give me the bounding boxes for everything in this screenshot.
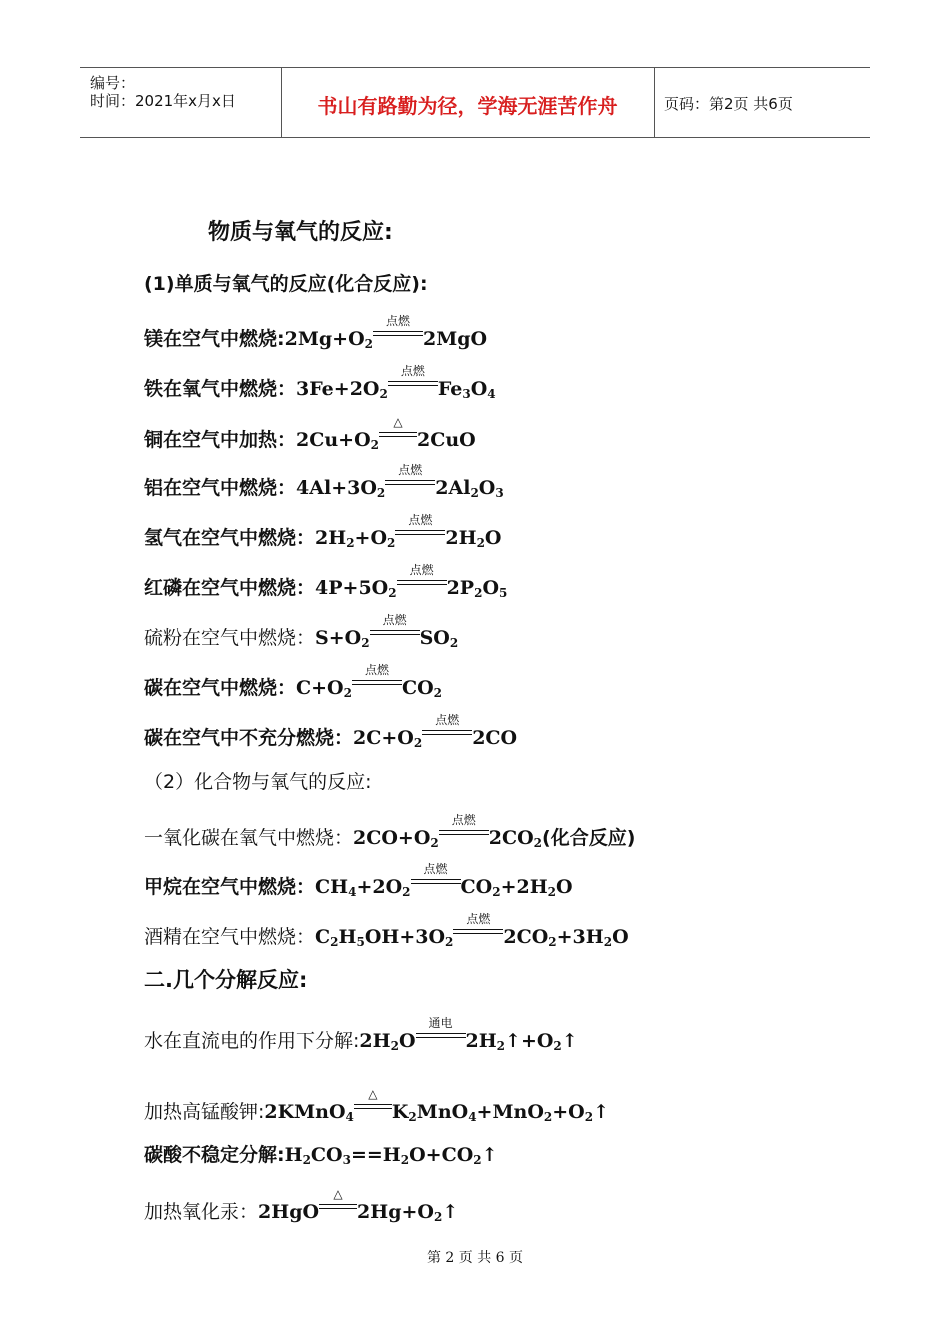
reaction-name: 碳在空气中不充分燃烧： (144, 727, 354, 749)
reaction-condition: 点燃 (373, 327, 423, 351)
header-motto: 书山有路勤为径，学海无涯苦作舟 (317, 94, 618, 118)
reaction-condition: 点燃 (370, 626, 420, 650)
reaction-name: 氢气在空气中燃烧： (144, 527, 316, 549)
reaction-condition: △ (354, 1100, 392, 1124)
reaction-name: 水在直流电的作用下分解: (144, 1030, 360, 1052)
page-footer: 第 2 页 共 6 页 (426, 1250, 524, 1266)
reaction-name: 铜在空气中加热： (144, 429, 297, 451)
document-date-label: 时间：2021年x月x日 (90, 92, 236, 110)
reaction-condition: 点燃 (352, 676, 402, 700)
reaction-name: 镁在空气中燃烧: (144, 328, 285, 350)
reaction-condition: 点燃 (439, 826, 489, 850)
reaction-water-electrolysis: 水在直流电的作用下分解$:2H_2O$ 通电 $2H_2↑+O_2↑$ (144, 1016, 578, 1053)
reaction-carbon: 碳在空气中燃烧：$C+O_2$ 点燃 $CO_2$ (144, 663, 443, 700)
document-header (80, 67, 870, 138)
header-right-cell (654, 68, 870, 137)
reaction-name: 硫粉在空气中燃烧： (144, 627, 316, 649)
reaction-name: 碳在空气中燃烧： (144, 677, 297, 699)
reaction-phosphorus: 红磷在空气中燃烧：$4P+5O_2$ 点燃 $2P_2O_5$ (144, 563, 508, 600)
reaction-note: (化合反应) (542, 827, 636, 849)
reaction-name: 一氧化碳在氧气中燃烧： (144, 827, 354, 849)
section-heading-3: 二.几个分解反应: (144, 968, 308, 992)
reaction-condition: 通电 (416, 1029, 466, 1053)
reaction-condition: 点燃 (395, 526, 445, 550)
document-code-label: 编号： (90, 74, 136, 92)
reaction-carbonic-acid: 碳酸不稳定分解$:H_2CO_3==H_2O+CO_2↑$ (144, 1144, 498, 1167)
reaction-copper: 铜在空气中加热：$2Cu+O_2$ △ 2CuO (144, 415, 476, 452)
reaction-name: 甲烷在空气中燃烧： (144, 876, 316, 898)
section-heading-2: （2）化合物与氧气的反应: (144, 771, 372, 793)
reaction-carbon-monoxide: 一氧化碳在氧气中燃烧：$2CO+O_2$ 点燃 $2CO_2$(化合反应) (144, 813, 636, 850)
header-middle-cell (281, 68, 655, 137)
reaction-hydrogen: 氢气在空气中燃烧：$2H_2+O_2$ 点燃 $2H_2O$ (144, 513, 502, 550)
reaction-carbon-incomplete: 碳在空气中不充分燃烧：$2C+O_2$ 点燃 2CO (144, 713, 518, 750)
reaction-name: 加热高锰酸钾: (144, 1101, 265, 1123)
reaction-sulfur: 硫粉在空气中燃烧：$S+O_2$ 点燃 $SO_2$ (144, 613, 459, 650)
reaction-condition: △ (319, 1200, 357, 1224)
header-page-label: 页码：第2页 共6页 (664, 95, 793, 113)
reaction-name: 碳酸不稳定分解: (144, 1144, 285, 1166)
reaction-potassium-permanganate: 加热高锰酸钾:2KMnO$_4$ △ $K_2MnO_4+MnO_2+O_2↑$ (144, 1087, 609, 1124)
reaction-name: 加热氧化汞： (144, 1201, 259, 1223)
reaction-mercury-oxide: 加热氧化汞：2HgO △ $2Hg+O_2↑$ (144, 1187, 459, 1224)
reaction-methane: 甲烷在空气中燃烧：$CH_4+2O_2$ 点燃 $CO_2+2H_2O$ (144, 862, 573, 899)
reaction-name: 红磷在空气中燃烧： (144, 577, 316, 599)
reaction-name: 铁在氧气中燃烧： (144, 378, 297, 400)
reaction-condition: 点燃 (385, 476, 435, 500)
section-heading-1: (1)单质与氧气的反应(化合反应): (144, 273, 428, 295)
reaction-condition: 点燃 (422, 726, 472, 750)
reaction-condition: 点燃 (453, 925, 503, 949)
reaction-condition: 点燃 (411, 875, 461, 899)
reaction-name: 铝在空气中燃烧： (144, 477, 297, 499)
reaction-ethanol: 酒精在空气中燃烧：$C_2H_5OH+3O_2$ 点燃 $2CO_2+3H_2O$ (144, 912, 629, 949)
reaction-magnesium: 镁在空气中燃烧$:2Mg+O_2$ 点燃 2MgO (144, 314, 488, 351)
reaction-iron: 铁在氧气中燃烧：$3Fe+2O_2$ 点燃 $Fe_3O_4$ (144, 364, 496, 401)
header-left-cell (80, 68, 282, 137)
page-title: 物质与氧气的反应: (208, 220, 393, 245)
reaction-condition: 点燃 (397, 576, 447, 600)
reaction-condition: 点燃 (388, 377, 438, 401)
reaction-name: 酒精在空气中燃烧： (144, 926, 316, 948)
reaction-aluminium: 铝在空气中燃烧：$4Al+3O_2$ 点燃 $2Al_2O_3$ (144, 463, 504, 500)
reaction-condition: △ (379, 428, 417, 452)
